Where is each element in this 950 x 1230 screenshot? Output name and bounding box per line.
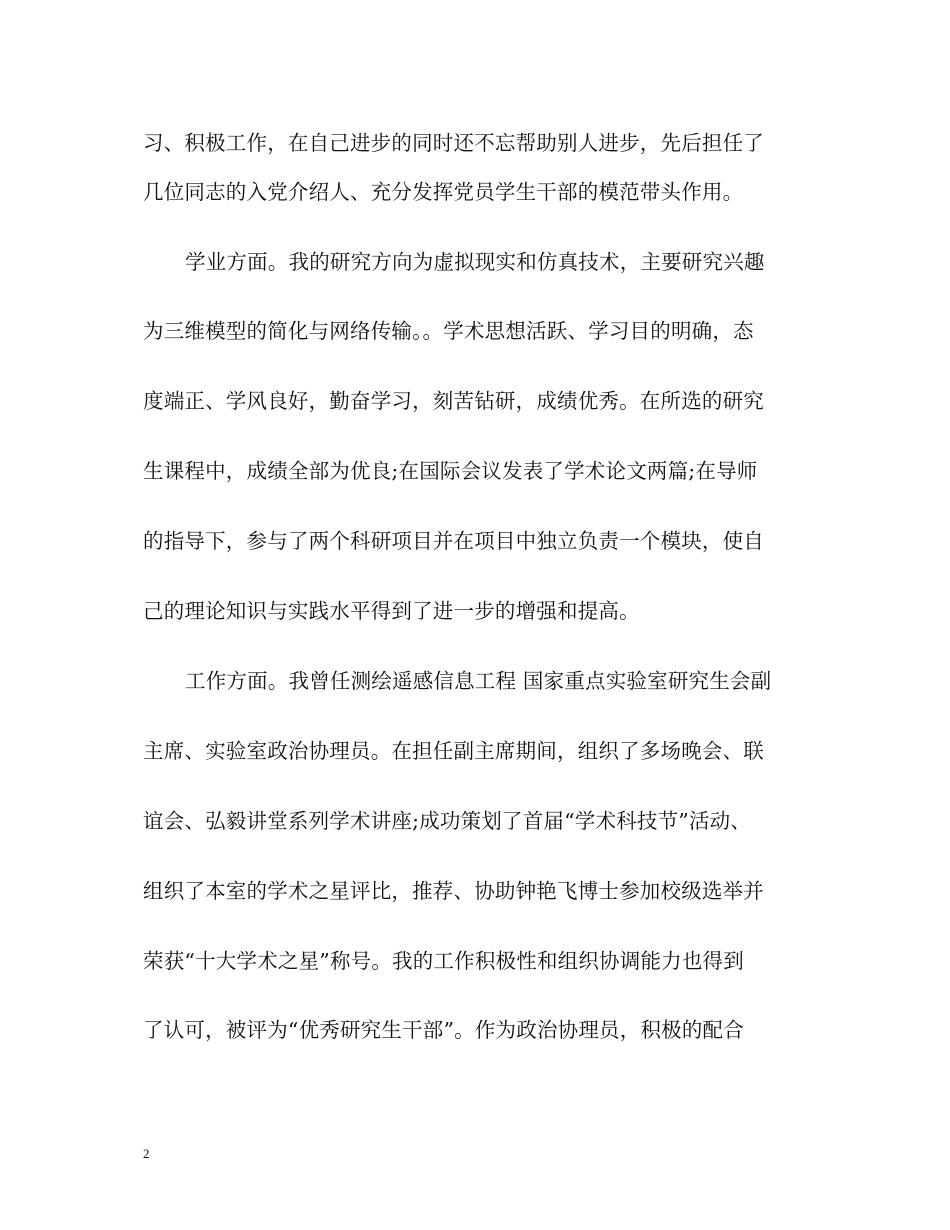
body-text-line: 谊会、弘毅讲堂系列学术讲座;成功策划了首届“学术科技节”活动、: [143, 809, 752, 833]
body-text-line: 了认可，被评为“优秀研究生干部”。作为政治协理员，积极的配合: [143, 1018, 744, 1042]
body-text-line: 主席、实验室政治协理员。在担任副主席期间，组织了多场晚会、联: [143, 739, 764, 763]
paragraph-start-line: 工作方面。我曾任测绘遥感信息工程 国家重点实验室研究生会副: [185, 669, 772, 693]
paragraph-start-line: 学业方面。我的研究方向为虚拟现实和仿真技术，主要研究兴趣: [185, 250, 765, 274]
body-text-line: 己的理论知识与实践水平得到了进一步的增强和提高。: [143, 599, 640, 623]
page-number: 2: [143, 1146, 150, 1161]
body-text-line: 组织了本室的学术之星评比，推荐、协助钟艳飞博士参加校级选举并: [143, 879, 764, 903]
body-text-line: 为三维模型的简化与网络传输。。学术思想活跃、学习目的明确，态: [143, 319, 754, 343]
body-text-line: 生课程中，成绩全部为优良;在国际会议发表了学术论文两篇;在导师: [143, 459, 758, 483]
body-text-line: 的指导下，参与了两个科研项目并在项目中独立负责一个模块，使自: [143, 529, 764, 553]
body-text-line: 荣获“十大学术之星”称号。我的工作积极性和组织协调能力也得到: [143, 949, 744, 973]
body-text-line: 习、积极工作，在自己进步的同时还不忘帮助别人进步，先后担任了: [143, 131, 764, 155]
body-text-line: 度端正、学风良好，勤奋学习，刻苦钻研，成绩优秀。在所选的研究: [143, 389, 764, 413]
body-text-line: 几位同志的入党介绍人、充分发挥党员学生干部的模范带头作用。: [143, 180, 744, 204]
